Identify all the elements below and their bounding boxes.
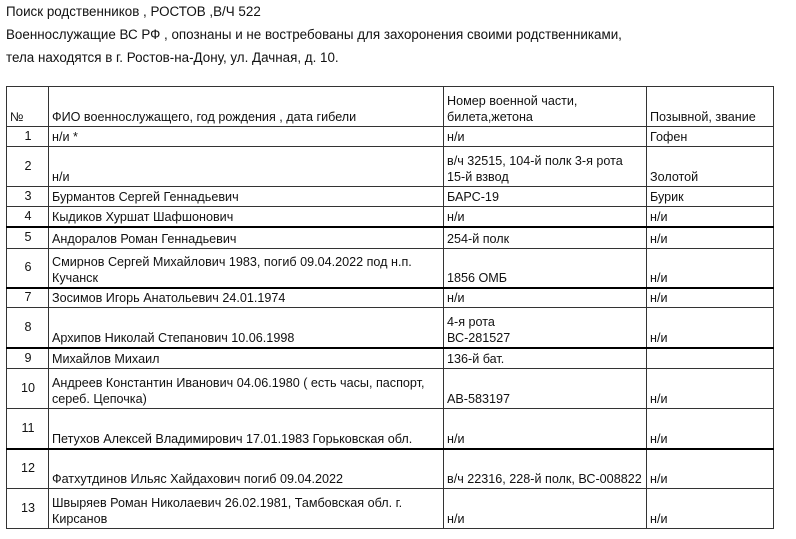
table-row <box>7 308 774 348</box>
row-number: 12 <box>7 449 49 489</box>
row-name: Михайлов Михаил <box>49 348 444 369</box>
row-unit: н/и <box>444 409 647 449</box>
row-number: 4 <box>7 207 49 227</box>
row-name: Смирнов Сергей Михайлович 1983, погиб 09.04.2022 под н.п. Кучанск <box>49 249 444 288</box>
table-row <box>7 207 774 227</box>
row-unit: 254-й полк <box>444 227 647 249</box>
column-header-unit: Номер военной части, билета,жетона <box>444 87 647 127</box>
row-unit: н/и <box>444 288 647 308</box>
row-number: 6 <box>7 249 49 288</box>
table-row <box>7 449 774 489</box>
row-callsign: н/и <box>647 288 774 308</box>
row-name: н/и <box>49 147 444 187</box>
row-name: Бурмантов Сергей Геннадьевич <box>49 187 444 207</box>
row-callsign: Гофен <box>647 127 774 147</box>
header-location: тела находятся в г. Ростов-на-Дону, ул. Дачная, д. 10. <box>6 50 339 65</box>
row-number: 8 <box>7 308 49 348</box>
table-row <box>7 489 774 529</box>
header-description: Военнослужащие ВС РФ , опознаны и не востребованы для захоронения своими родственниками, <box>6 27 622 42</box>
table-header-row <box>7 87 774 127</box>
row-callsign: н/и <box>647 249 774 288</box>
row-number: 11 <box>7 409 49 449</box>
header-title: Поиск родственников , РОСТОВ ,В/Ч 522 <box>6 4 261 19</box>
row-callsign: н/и <box>647 409 774 449</box>
row-callsign: н/и <box>647 489 774 529</box>
casualty-table <box>6 86 774 529</box>
row-unit: в/ч 32515, 104-й полк 3-я рота 15-й взвод <box>444 147 647 187</box>
row-number: 10 <box>7 369 49 409</box>
row-unit: н/и <box>444 489 647 529</box>
table-row <box>7 288 774 308</box>
table-row <box>7 227 774 249</box>
row-unit: АВ-583197 <box>444 369 647 409</box>
row-callsign: н/и <box>647 369 774 409</box>
table-row <box>7 369 774 409</box>
row-unit: БАРС-19 <box>444 187 647 207</box>
table-row <box>7 409 774 449</box>
row-number: 9 <box>7 348 49 369</box>
row-number: 5 <box>7 227 49 249</box>
row-name: Андреев Константин Иванович 04.06.1980 ( есть часы, паспорт, сереб. Цепочка) <box>49 369 444 409</box>
row-number: 1 <box>7 127 49 147</box>
row-number: 2 <box>7 147 49 187</box>
row-unit: 4-я рота ВС-281527 <box>444 308 647 348</box>
row-callsign <box>647 348 774 369</box>
row-name: н/и * <box>49 127 444 147</box>
row-number: 7 <box>7 288 49 308</box>
table-row <box>7 249 774 288</box>
row-name: Андоралов Роман Геннадьевич <box>49 227 444 249</box>
table-row <box>7 187 774 207</box>
row-callsign: н/и <box>647 308 774 348</box>
table-row <box>7 127 774 147</box>
row-callsign: Бурик <box>647 187 774 207</box>
row-name: Архипов Николай Степанович 10.06.1998 <box>49 308 444 348</box>
row-callsign: н/и <box>647 227 774 249</box>
row-unit: н/и <box>444 207 647 227</box>
row-callsign: н/и <box>647 207 774 227</box>
column-header-number: № <box>7 87 49 127</box>
column-header-callsign: Позывной, звание <box>647 87 774 127</box>
row-name: Фатхутдинов Ильяс Хайдахович погиб 09.04.2022 <box>49 449 444 489</box>
column-header-name: ФИО военнослужащего, год рождения , дата гибели <box>49 87 444 127</box>
document-header <box>6 0 622 69</box>
row-number: 3 <box>7 187 49 207</box>
row-number: 13 <box>7 489 49 529</box>
row-name: Швыряев Роман Николаевич 26.02.1981, Тамбовская обл. г. Кирсанов <box>49 489 444 529</box>
row-name: Зосимов Игорь Анатольевич 24.01.1974 <box>49 288 444 308</box>
row-unit: н/и <box>444 127 647 147</box>
table-row <box>7 147 774 187</box>
row-name: Петухов Алексей Владимирович 17.01.1983 Горьковская обл. <box>49 409 444 449</box>
row-callsign: н/и <box>647 449 774 489</box>
row-name: Кыдиков Хуршат Шафшонович <box>49 207 444 227</box>
row-unit: в/ч 22316, 228-й полк, ВС-008822 <box>444 449 647 489</box>
row-unit: 1856 ОМБ <box>444 249 647 288</box>
row-callsign: Золотой <box>647 147 774 187</box>
table-row <box>7 348 774 369</box>
row-unit: 136-й бат. <box>444 348 647 369</box>
